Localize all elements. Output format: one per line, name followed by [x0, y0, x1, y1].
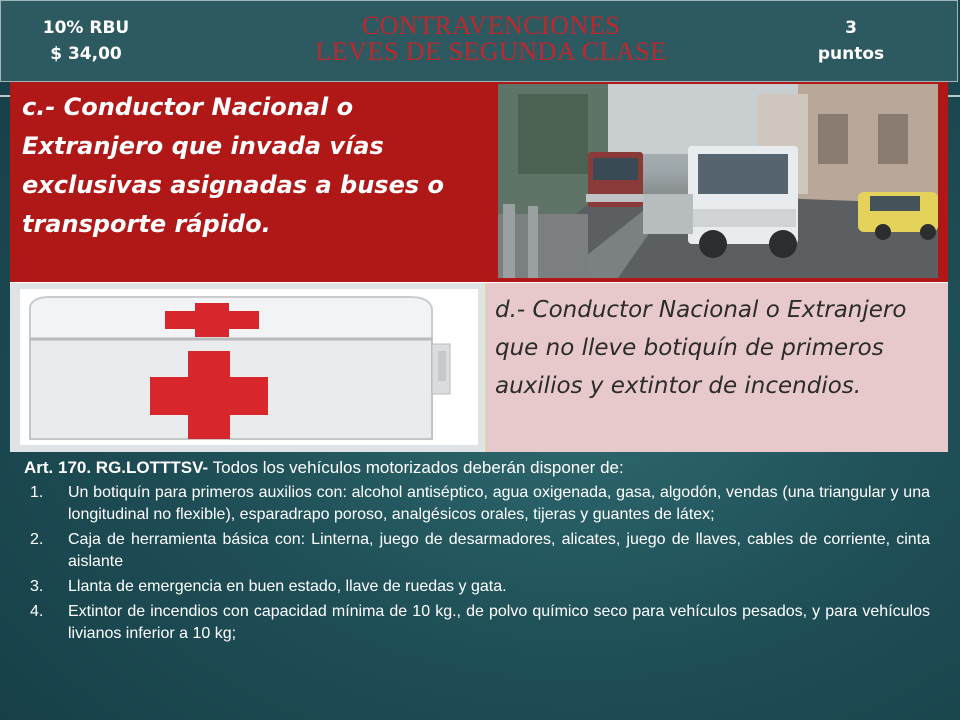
fine-amount: $ 34,00	[50, 44, 122, 64]
list-item-text: Un botiquín para primeros auxilios con: alcohol antiséptico, agua oxigenada, gasa, algodón, vendas (una triangular y una longitudinal no flexible), esparadrapo poroso, analgésicos orales, tijeras y guantes de látex;	[68, 484, 930, 523]
points-info	[791, 15, 911, 67]
list-item-number: 4.	[30, 603, 44, 620]
list-item	[24, 529, 930, 573]
article-list	[24, 482, 930, 645]
list-item-text: Llanta de emergencia en buen estado, llave de ruedas y gata.	[68, 578, 507, 595]
bus-lane-photo-cell	[484, 82, 948, 282]
title-line-2: LEVES DE SEGUNDA CLASE	[315, 37, 667, 66]
list-item	[24, 482, 930, 526]
article-reference: Art. 170. RG.LOTTTSV-	[24, 458, 209, 477]
item-d-text: d.- Conductor Nacional o Extranjero que no lleve botiquín de primeros auxilios y extintor de incendios.	[495, 297, 907, 399]
fine-percent: 10% RBU	[42, 18, 130, 38]
list-item	[24, 601, 930, 645]
points-label: puntos	[817, 44, 885, 64]
points-value: 3	[845, 18, 857, 38]
list-item-text: Extintor de incendios con capacidad mínima de 10 kg., de polvo químico seco para vehículos pesados, y para vehículos livianos inferior a 10 kg;	[68, 603, 930, 642]
article-text-block	[24, 456, 930, 696]
content-grid	[10, 82, 948, 452]
list-item-number: 1.	[30, 484, 44, 501]
item-c-cell	[10, 82, 484, 282]
item-d-cell	[484, 282, 948, 452]
list-item-text: Caja de herramienta básica con: Linterna, juego de desarmadores, alicates, juego de llaves, cables de corriente, cinta aislante	[68, 531, 930, 570]
item-c-text: c.- Conductor Nacional o Extranjero que invada vías exclusivas asignadas a buses o transporte rápido.	[22, 93, 444, 238]
title-line-1: CONTRAVENCIONES	[361, 11, 621, 40]
bus-lane-illustration	[498, 84, 938, 278]
list-item	[24, 576, 930, 598]
article-heading	[24, 456, 930, 480]
bus-lane-photo	[498, 84, 938, 278]
article-intro: Todos los vehículos motorizados deberán disponer de:	[208, 458, 624, 477]
list-item-number: 2.	[30, 531, 44, 548]
slide-title	[251, 13, 731, 65]
list-item-number: 3.	[30, 578, 44, 595]
first-aid-photo-cell	[10, 282, 484, 452]
header-bar	[0, 0, 958, 82]
first-aid-kit-illustration	[20, 289, 478, 445]
first-aid-kit-photo	[20, 289, 478, 445]
fine-info	[31, 15, 141, 67]
